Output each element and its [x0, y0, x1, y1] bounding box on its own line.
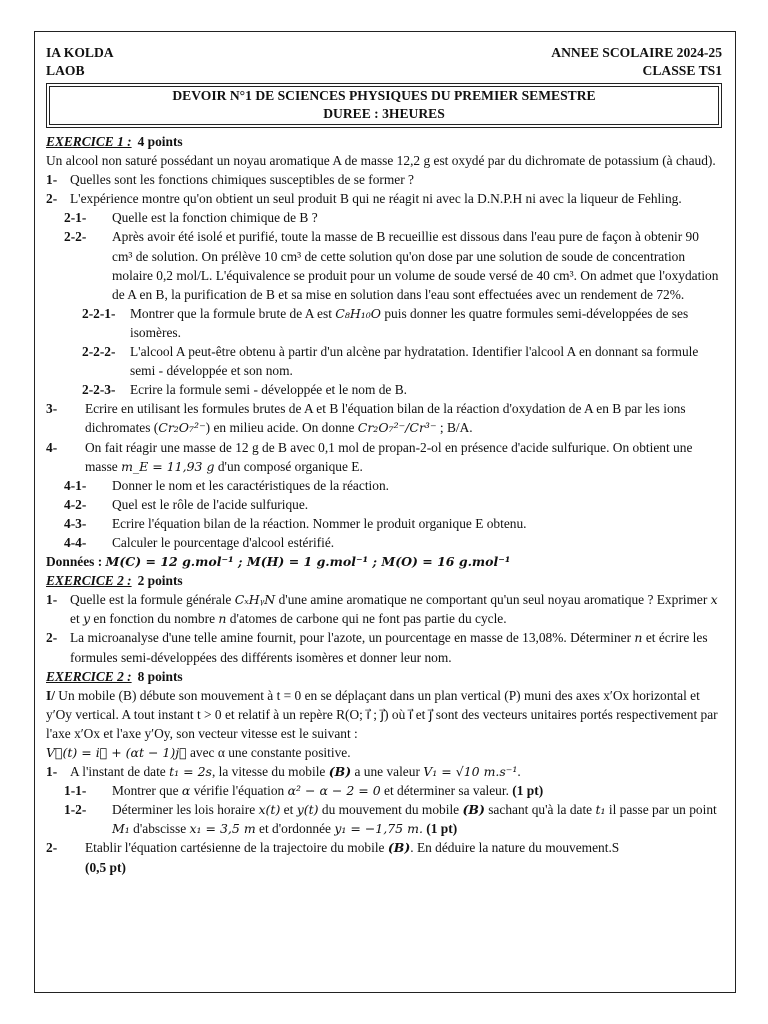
- intro-text: Un mobile (B) débute son mouvement à t = 0 en se déplaçant dans un plan vertical (P) muni des axes x′Ox horizontal et y′Oy vertical. A tout instant t > 0 et relatif à un repère R(O; i⃗ ; j⃗) où i⃗ et j⃗ sont des vecteurs unitaires portés respectivement par l'axe x′Ox et l'axe y′Oy, son vecteur vitesse est le suivant :: [46, 687, 718, 741]
- question-number: 4-: [46, 439, 58, 455]
- text-part: et déterminer sa valeur.: [380, 783, 513, 799]
- question-text: Quelle est la fonction chimique de B ?: [112, 210, 318, 226]
- formula: m_E = 11,93 g: [121, 458, 215, 474]
- exercise-3-points: 8 points: [137, 668, 183, 684]
- text-part: avec α une constante positive.: [186, 745, 351, 760]
- text-part: On fait réagir une masse de 12 g de B avec 0,1 mol de propan-2-ol en présence d'acide sulfurique. On obtient une masse: [85, 439, 693, 474]
- exercise-1-title: EXERCICE 1 :: [46, 134, 132, 149]
- exercise-3-intro: [46, 686, 722, 743]
- ex3-question-1-2: [46, 800, 722, 838]
- question-text: [112, 800, 722, 838]
- question-text: [130, 304, 722, 342]
- question-text: Quelles sont les fonctions chimiques susceptibles de se former ?: [70, 172, 414, 188]
- question-text: [85, 399, 722, 437]
- text-part: Déterminer les lois horaire: [112, 802, 259, 818]
- ex1-question-4-4: [46, 533, 722, 552]
- text-part: ) en milieu acide. On donne: [205, 420, 358, 436]
- formula: t₁: [595, 802, 606, 818]
- text-part: d'une amine aromatique ne comportant qu'un seul noyau aromatique ? Exprimer: [275, 592, 711, 608]
- question-text: Ecrire l'équation bilan de la réaction. Nommer le produit organique E obtenu.: [112, 515, 527, 531]
- text-part: Quelle est la formule générale: [70, 592, 235, 608]
- ex1-question-2-1: [46, 208, 722, 227]
- given-data-label: Données :: [46, 554, 103, 570]
- question-number: 2-1-: [64, 210, 87, 226]
- formula: y(t): [296, 802, 319, 818]
- ex3-question-1-1: [46, 781, 722, 800]
- question-text: Donner le nom et les caractéristiques de la réaction.: [112, 477, 389, 493]
- question-text: [112, 781, 722, 800]
- question-text: [70, 590, 722, 628]
- part-number: I/: [46, 687, 55, 703]
- formula: x(t): [258, 802, 281, 818]
- exercise-1-points: 4 points: [137, 134, 183, 149]
- class-name: CLASSE TS1: [642, 63, 722, 78]
- question-text: [85, 838, 722, 876]
- ex1-question-3: [46, 399, 722, 437]
- exam-duration: DUREE : 3HEURES: [323, 106, 445, 121]
- text-part: du mouvement du mobile: [318, 802, 463, 818]
- question-number: 4-4-: [64, 534, 87, 550]
- formula: t₁ = 2s: [169, 764, 212, 780]
- question-number: 1-2-: [64, 802, 87, 818]
- ex3-question-1: [46, 762, 722, 781]
- formula: α² − α − 2 = 0: [287, 783, 381, 799]
- ex1-question-2-2-3: [46, 380, 722, 399]
- exercise-1-heading: [46, 132, 722, 151]
- points-badge: (0,5 pt): [85, 859, 126, 875]
- variable: y: [83, 611, 91, 627]
- question-number: 1-: [46, 592, 58, 608]
- text-part: d'un composé organique E.: [214, 458, 363, 474]
- exercise-3-heading: [46, 667, 722, 686]
- text-part: A l'instant de date: [70, 764, 170, 780]
- question-text: L'expérience montre qu'on obtient un seul produit B qui ne réagit ni avec la D.N.P.H ni avec la liqueur de Fehling.: [70, 191, 682, 207]
- text-part: Montrer que la formule brute de A est: [130, 305, 336, 321]
- document: [46, 44, 722, 877]
- question-number: 4-3-: [64, 515, 87, 531]
- question-text: L'alcool A peut-être obtenu à partir d'un alcène par hydratation. Identifier l'alcool A en donnant sa formule semi - développée et son nom.: [130, 344, 699, 379]
- header-left: [46, 44, 114, 80]
- text-part: et écrire les formules semi-développées des différents isomères et donner leur nom.: [70, 630, 708, 665]
- variable: n: [634, 630, 643, 646]
- formula: x₁ = 3,5 m: [189, 821, 256, 837]
- velocity-formula-line: [46, 743, 722, 762]
- question-number: 2-2-: [64, 229, 87, 245]
- formula: Cr₂O₇²⁻/Cr³⁻: [357, 420, 437, 436]
- ex2-question-1: [46, 590, 722, 628]
- header-right: [551, 44, 722, 80]
- points-badge: (1 pt): [422, 821, 458, 837]
- mobile-label: (B): [328, 764, 352, 780]
- variable: α: [181, 783, 191, 799]
- exercise-2-points: 2 points: [137, 573, 183, 589]
- exercise-1-intro: Un alcool non saturé possédant un noyau aromatique A de masse 12,2 g est oxydé par du dichromate de potassium (à chaud).: [46, 153, 716, 169]
- ex1-question-2-2-2: [46, 342, 722, 380]
- question-number: 2-2-2-: [82, 344, 116, 360]
- text-part: Etablir l'équation cartésienne de la trajectoire du mobile: [85, 840, 388, 856]
- formula: C₈H₁₀O: [335, 305, 382, 321]
- formula: M₁: [112, 821, 130, 837]
- header: [46, 44, 722, 80]
- ex1-question-4-2: [46, 495, 722, 514]
- text-part: il passe par un point: [605, 802, 717, 818]
- text-part: en fonction du nombre: [90, 611, 219, 627]
- variable: x: [710, 592, 718, 608]
- question-number: 2-: [46, 840, 58, 856]
- ex3-question-2: [46, 838, 722, 876]
- mobile-label: (B): [387, 840, 411, 856]
- text-part: Montrer que: [112, 783, 182, 799]
- given-data-values: M(C) = 12 g.mol⁻¹ ; M(H) = 1 g.mol⁻¹ ; M(O) = 16 g.mol⁻¹: [105, 554, 511, 570]
- text-part: et d'ordonnée: [255, 821, 335, 837]
- question-number: 4-1-: [64, 477, 87, 493]
- ex1-question-4: [46, 438, 722, 476]
- question-text: [70, 628, 722, 666]
- question-number: 2-2-1-: [82, 305, 116, 321]
- question-number: 4-2-: [64, 496, 87, 512]
- text-part: . En déduire la nature du mouvement.S: [410, 840, 620, 856]
- velocity-formula: V⃗(t) = i⃗ + (αt − 1)j⃗: [46, 745, 187, 760]
- question-number: 1-: [46, 764, 58, 780]
- text-part: et: [70, 611, 84, 627]
- text-part: La microanalyse d'une telle amine fournit, pour l'azote, un pourcentage en masse de 13,08%. Déterminer: [70, 630, 635, 646]
- question-number: 2-2-3-: [82, 382, 116, 398]
- text-part: sachant qu'à la date: [484, 802, 596, 818]
- ex1-question-4-3: [46, 514, 722, 533]
- ex1-question-2: [46, 189, 722, 208]
- question-number: 1-: [46, 172, 58, 188]
- question-text: Après avoir été isolé et purifié, toute la masse de B recueillie est dissous dans l'eau pure de façon à obtenir 90 cm³ de solution. On prélève 10 cm³ de cette solution qu'on dose par une solution de soude de concentration molaire 0,2 mol/L. L'équivalence se produit pour un volume de soude versé de 40 cm³. On admet que l'oxydation de A en B, la purification de B et sa mise en solution dans l'eau sont effectuées avec un rendement de 72%.: [112, 229, 719, 302]
- text-part: et: [280, 802, 297, 818]
- exercise-3-title: EXERCICE 2 :: [46, 668, 132, 684]
- question-number: 2-: [46, 630, 58, 646]
- ex1-question-1: [46, 170, 722, 189]
- text-part: vérifie l'équation: [190, 783, 288, 799]
- text-part: ; B/A.: [436, 420, 473, 436]
- text-part: .: [517, 764, 521, 780]
- formula: CₓHᵧN: [234, 592, 276, 608]
- text-part: d'atomes de carbone qui ne font pas partie du cycle.: [226, 611, 507, 627]
- text-part: a une valeur: [351, 764, 424, 780]
- given-data: [46, 552, 722, 571]
- school-short: LAOB: [46, 63, 85, 78]
- exam-title: DEVOIR N°1 DE SCIENCES PHYSIQUES DU PREMIER SEMESTRE: [172, 88, 596, 103]
- question-text: [85, 438, 722, 476]
- question-number: 2-: [46, 191, 58, 207]
- school-year: ANNEE SCOLAIRE 2024-25: [551, 45, 722, 60]
- formula: Cr₂O₇²⁻: [158, 420, 206, 436]
- text-part: , la vitesse du mobile: [211, 764, 329, 780]
- exercise-2-title: EXERCICE 2 :: [46, 573, 132, 589]
- school-name: IA KOLDA: [46, 45, 114, 60]
- points-badge: (1 pt): [512, 783, 544, 799]
- ex2-question-2: [46, 628, 722, 666]
- question-text: [70, 762, 722, 781]
- title-inner: [49, 86, 719, 125]
- question-text: Quel est le rôle de l'acide sulfurique.: [112, 496, 309, 512]
- question-number: 3-: [46, 401, 58, 417]
- question-number: 1-1-: [64, 783, 87, 799]
- ex1-question-4-1: [46, 476, 722, 495]
- text-part: puis donner les quatre formules semi-développées de ses isomères.: [130, 305, 689, 340]
- ex1-question-2-2-1: [46, 304, 722, 342]
- exercise-2-heading: [46, 571, 722, 590]
- text-part: d'abscisse: [129, 821, 190, 837]
- ex1-question-2-2: [46, 227, 722, 303]
- title-box: [46, 83, 722, 128]
- formula: V₁ = √10 m.s⁻¹: [423, 764, 518, 780]
- mobile-label: (B): [462, 802, 485, 818]
- question-text: Calculer le pourcentage d'alcool estérifié.: [112, 534, 335, 550]
- question-text: Ecrire la formule semi - développée et le nom de B.: [130, 382, 408, 398]
- text-part: Ecrire en utilisant les formules brutes de A et B l'équation bilan de la réaction d'oxydation de A en B par les ions dichromates (: [85, 401, 686, 436]
- variable: n: [218, 611, 227, 627]
- formula: y₁ = −1,75 m.: [334, 821, 423, 837]
